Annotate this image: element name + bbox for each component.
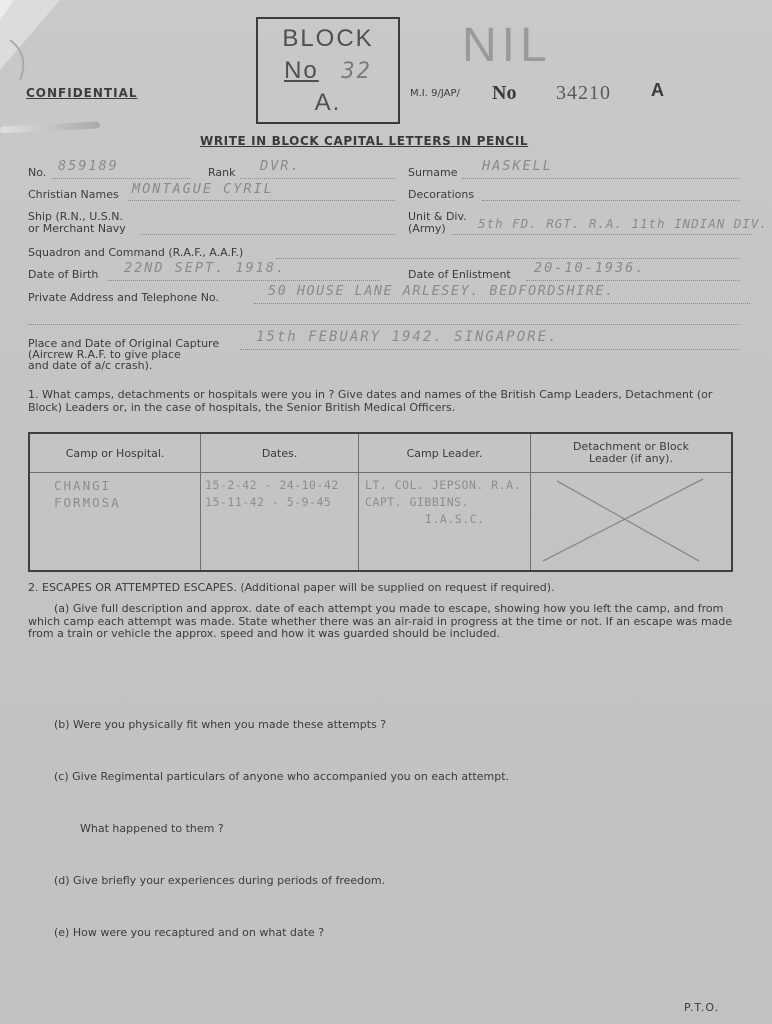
pto-label: P.T.O. xyxy=(684,1001,720,1014)
capture-label-line2: (Aircrew R.A.F. to give place xyxy=(28,348,181,361)
ship-label-line1: Ship (R.N., U.S.N. xyxy=(28,210,123,223)
col-camp-leader: Camp Leader. xyxy=(359,433,531,473)
leader-line: I.A.S.C. xyxy=(425,512,485,526)
address-label: Private Address and Telephone No. xyxy=(28,291,219,304)
capture-value: 15th FEBUARY 1942. SINGAPORE. xyxy=(256,329,559,345)
dob-value: 22ND SEPT. 1918. xyxy=(124,260,287,276)
section2-a: (a) Give full description and approx. date of each attempt you made to escape, showing how you left the camp, and from which camp each attempt was made. State whether there was an air-raid in progress at the time or not. If an escape was made from a train or vehicle the approx. speed and how it was guarded should be included. xyxy=(28,602,733,640)
serial-suffix: A xyxy=(651,80,664,100)
ship-label-line2: or Merchant Navy xyxy=(28,222,126,235)
section2-d: (d) Give briefly your experiences during periods of freedom. xyxy=(54,874,386,887)
block-no-label: No xyxy=(284,57,319,84)
block-stamp xyxy=(256,17,400,124)
rank-value: DVR. xyxy=(260,158,301,174)
surname-value: HASKELL xyxy=(482,158,553,174)
camps-table-header xyxy=(29,433,732,473)
nil-annotation: NIL xyxy=(462,19,552,72)
squadron-label: Squadron and Command (R.A.F., A.A.F.) xyxy=(28,246,244,259)
dates-cell xyxy=(201,473,359,572)
enlistment-value: 20-10-1936. xyxy=(534,260,646,276)
camps-table-body xyxy=(29,473,732,572)
section2-c-followup: What happened to them ? xyxy=(80,822,224,835)
block-label: BLOCK xyxy=(282,25,374,52)
christian-names-value: MONTAGUE CYRIL xyxy=(132,181,274,197)
service-number-value: 859189 xyxy=(58,158,119,174)
address-value: 50 HOUSE LANE ARLESEY. BEDFORDSHIRE. xyxy=(268,283,615,299)
leader-line: CAPT. GIBBINS. xyxy=(365,495,469,509)
date-line: 15-11-42 - 5-9-45 xyxy=(205,495,332,509)
unit-value: 5th FD. RGT. R.A. 11th INDIAN DIV. xyxy=(478,216,768,231)
folded-corner xyxy=(0,0,120,140)
decorations-label: Decorations xyxy=(408,188,475,201)
detachment-cell xyxy=(531,473,733,572)
block-number-row xyxy=(258,57,398,85)
no-label: No. xyxy=(28,166,47,179)
block-letter: A. xyxy=(314,89,342,116)
leader-cell xyxy=(359,473,531,572)
leader-line: LT. COL. JEPSON. R.A. xyxy=(365,478,521,492)
capture-label-line1: Place and Date of Original Capture xyxy=(28,337,220,350)
rank-label: Rank xyxy=(208,166,236,179)
capture-label-line3: and date of a/c crash). xyxy=(28,359,153,372)
date-line: 15-2-42 - 24-10-42 xyxy=(205,478,339,492)
dob-label: Date of Birth xyxy=(28,268,99,281)
block-no-value: 32 xyxy=(341,59,372,84)
mi-reference: M.I. 9/JAP/ xyxy=(410,88,460,99)
section2-heading: 2. ESCAPES OR ATTEMPTED ESCAPES. (Additional paper will be supplied on request if required). xyxy=(28,581,555,594)
col-camp: Camp or Hospital. xyxy=(29,433,201,473)
col-detachment-leader: Detachment or Block Leader (if any). xyxy=(531,433,733,473)
camps-table xyxy=(28,432,733,572)
enlistment-label: Date of Enlistment xyxy=(408,268,511,281)
unit-label-line2: (Army) xyxy=(408,222,446,235)
instruction-heading: WRITE IN BLOCK CAPITAL LETTERS IN PENCIL xyxy=(200,134,529,148)
serial-no-value: 34210 xyxy=(556,82,611,104)
confidential-label: CONFIDENTIAL xyxy=(26,86,138,100)
christian-names-label: Christian Names xyxy=(28,188,119,201)
section2-b: (b) Were you physically fit when you made these attempts ? xyxy=(54,718,387,731)
section2-e: (e) How were you recaptured and on what date ? xyxy=(54,926,325,939)
section2-c: (c) Give Regimental particulars of anyone who accompanied you on each attempt. xyxy=(54,770,510,783)
camp-line: FORMOSA xyxy=(54,495,121,510)
surname-label: Surname xyxy=(408,166,458,179)
camp-cell xyxy=(29,473,201,572)
serial-no-label: No xyxy=(492,82,517,104)
cross-mark xyxy=(531,473,731,570)
col-dates: Dates. xyxy=(201,433,359,473)
unit-label-line1: Unit & Div. xyxy=(408,210,467,223)
section1-question: 1. What camps, detachments or hospitals were you in ? Give dates and names of the British Camp Leaders, Detachment (or Block) Leaders or, in the case of hospitals, the Senior British Medical Officers. xyxy=(28,388,713,414)
camp-line: CHANGI xyxy=(54,478,112,493)
